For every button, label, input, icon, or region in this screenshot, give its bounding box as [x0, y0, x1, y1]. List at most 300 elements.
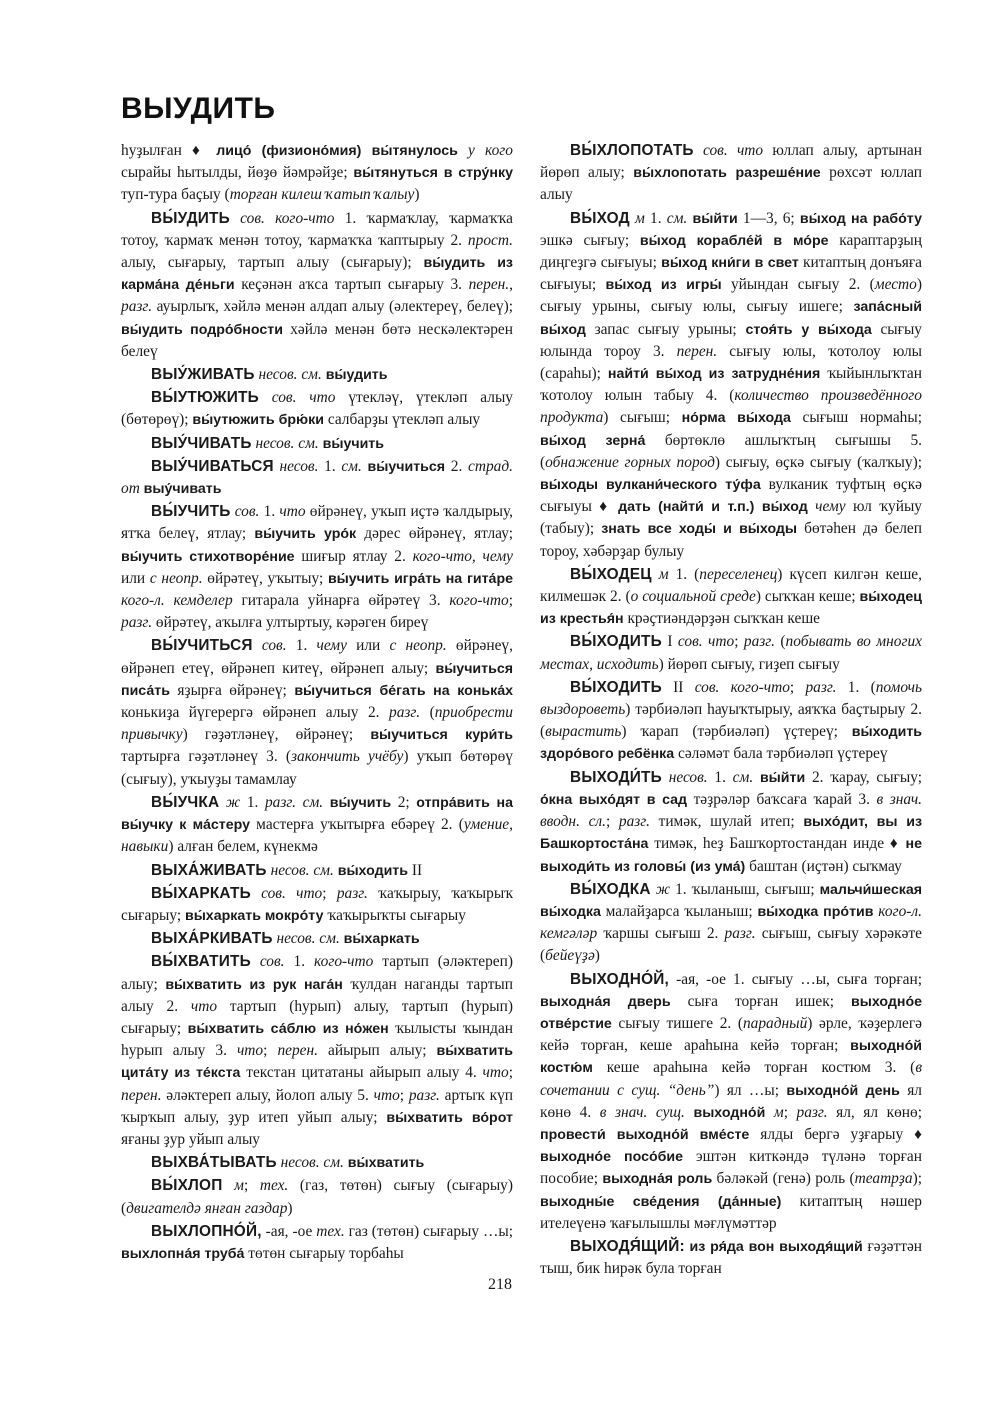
italic-label: разг.	[121, 614, 153, 632]
headword: ВЫ́УТЮЖИТЬ	[151, 389, 259, 407]
italic-label: кого-л. кемгәләр	[540, 902, 922, 943]
entry-text: сығыу тишеге 2. (	[611, 1014, 743, 1032]
italic-label: разг.	[618, 813, 650, 831]
italic-label: разг.	[408, 1086, 440, 1104]
headword: ВЫУ́ЧИВАТЬ	[151, 434, 252, 452]
italic-label: вырастить	[545, 723, 622, 741]
entry-text: 1. ҡармаҡлау, ҡармаҡҡа тотоу, ҡармаҡ менән тотоу, ҡармаҡҡа ҡаптырыу 2.	[121, 209, 514, 249]
italic-label: с неопр.	[389, 637, 447, 655]
entry-text: алыу, сығарыу, тартып алыу (сығарыу);	[121, 254, 424, 272]
bold-phrase: вы́йти	[692, 210, 738, 227]
dictionary-entry	[121, 140, 513, 207]
entry-text: 1.	[644, 209, 667, 227]
dictionary-entry	[121, 208, 513, 363]
italic-label: бейеүҙә	[545, 947, 595, 965]
entry-text: бөтәһен дә белеп тороу, хәбәрҙар булыу	[540, 520, 922, 560]
italic-label: что	[279, 503, 306, 521]
headword: ВЫХВА́ТЫВАТЬ	[151, 1154, 277, 1172]
bold-phrase: вы́удить	[325, 367, 388, 384]
entry-text: ;	[508, 1064, 513, 1082]
italic-label: чему	[815, 498, 846, 516]
entry-text: һуҙылған ♦	[121, 142, 217, 159]
italic-label: чему	[316, 637, 347, 655]
entry-text: эштән киткәндә түләнә торған пособие;	[540, 1148, 922, 1188]
entry-text: юл ҡуйыу (табыу);	[540, 498, 922, 538]
dictionary-entry	[121, 792, 513, 859]
bold-phrase: вы́ходец из крестья́н	[540, 589, 922, 628]
bold-phrase: вы́йти	[759, 769, 806, 786]
entry-text: тартырға гәҙәтләнеү 3. (	[121, 748, 292, 766]
bold-phrase: вы́ход из игры́	[605, 277, 722, 294]
entry-text: шиғыр ятлау 2.	[294, 547, 413, 565]
italic-label: несов. см.	[276, 930, 340, 948]
dictionary-entry	[121, 635, 513, 790]
bold-phrase: выходна́я дверь	[540, 993, 671, 1010]
entry-text: ҡылысты ҡындан һурып алыу 3.	[121, 1019, 514, 1060]
entry-text: 1.	[284, 953, 315, 971]
bold-phrase: вы́ход на рабо́ту	[799, 210, 922, 227]
bold-phrase: дать (найти́ и т.п.) вы́ход	[618, 499, 808, 516]
entry-text: ;	[243, 1177, 260, 1195]
entry-text: хәйлә менән бөтә нескәлектәрен белеү	[121, 320, 513, 360]
entry-text	[251, 885, 261, 902]
bold-phrase: отпра́вить на вы́учку к ма́стеру	[121, 794, 513, 834]
entry-text	[662, 769, 669, 786]
entry-text: I	[661, 633, 678, 651]
headword: ВЫУ́ЖИВАТЬ	[151, 366, 255, 384]
italic-label: м	[773, 1103, 784, 1121]
headword: ВЫХОДНО́Й,	[570, 970, 670, 988]
page-number: 218	[488, 1276, 512, 1293]
headword: ВЫ́ХАРКАТЬ	[151, 884, 251, 902]
entry-text: тәҙрәләр баҡсаға ҡарай 3.	[687, 790, 877, 808]
italic-label: перен.	[277, 1042, 318, 1060]
headword: ВЫХОДЯ́ЩИЙ:	[570, 1237, 685, 1255]
entry-text: ;	[734, 633, 744, 651]
bold-phrase: выходны́е све́дения (да́нные)	[540, 1193, 782, 1210]
italic-label: торған килеш ҡатып ҡалыу	[229, 186, 415, 204]
entry-text: китаптың нәшер ителеүенә ҡағылышлы мәғлүмәттәр	[540, 1192, 922, 1232]
bold-phrase: о́кна выхо́дят в сад	[540, 791, 688, 808]
bold-phrase: вы́ходить	[337, 862, 408, 879]
italic-label: сов.	[261, 637, 287, 655]
entry-text: -ая, -ое	[261, 1222, 317, 1240]
italic-label: м	[635, 209, 645, 227]
italic-label: разг.	[743, 633, 775, 651]
entry-text: сәләмәт бала тәрбиәләп үҫтереү	[674, 745, 888, 763]
headword: ВЫ́УЧИТЬ	[151, 503, 231, 521]
headword: ВЫ́ХОД	[570, 209, 630, 227]
italic-label: переселенец	[699, 565, 778, 583]
entry-text	[219, 794, 226, 811]
italic-label: разг.	[724, 925, 756, 943]
italic-label: парадный	[742, 1014, 808, 1032]
bold-phrase: выходно́й день	[786, 1082, 900, 1099]
headword: ВЫ́ХОДИТЬ	[570, 633, 662, 651]
entry-text: ) сыҡҡан кеше;	[755, 588, 860, 606]
entry-text: мастерға уҡытырға ебәреү 2. (	[249, 816, 464, 834]
headword: ВЫХЛОПНО́Й,	[151, 1222, 262, 1240]
italic-label: сов.	[234, 503, 260, 521]
entry-text: ) тәрбиәләп һауыҡтырыу, аяҡҡа баҫтырыу 2. (	[540, 701, 922, 741]
bold-phrase: найти́ вы́ход из затрудне́ния	[607, 366, 821, 383]
dictionary-entry	[121, 951, 513, 1151]
entry-text: сығыш, сығыу хәрәкәте (	[540, 925, 922, 965]
italic-label: разг.	[805, 678, 837, 696]
entry-text: II	[661, 678, 695, 696]
entry-text: II	[407, 861, 423, 879]
dictionary-entry	[121, 1152, 513, 1174]
entry-text: караптарҙың диңгеҙгә сығыуы;	[540, 231, 922, 272]
bold-phrase: вы́учиться писа́ть	[121, 660, 513, 699]
entry-text: ;	[399, 1086, 409, 1104]
italic-label: несов. см.	[258, 366, 322, 384]
italic-label: разг. см.	[264, 793, 324, 811]
dictionary-entry	[540, 631, 922, 675]
entry-text: или	[121, 569, 150, 587]
bold-phrase: стоя́ть у вы́хода	[745, 321, 872, 338]
bold-phrase: вы́ходы вулкани́ческого ту́фа	[540, 477, 761, 494]
entry-text: 1.	[240, 793, 265, 811]
headword: ВЫ́УДИТЬ	[151, 209, 230, 227]
dictionary-entry	[121, 883, 513, 927]
entry-text: баштан (иҫтән) сыҡмау	[745, 857, 902, 875]
bold-phrase: знать все ходы́ и вы́ходы	[601, 521, 798, 538]
italic-label: в знач. сущ.	[599, 1103, 685, 1121]
entry-text: кеҫәнән аҡса тартып сығарыу 3.	[234, 276, 469, 294]
headword: ВЫ́ХОДИТЬ	[570, 678, 662, 696]
bold-phrase: запа́сный вы́ход	[540, 299, 922, 338]
entry-text: ялды бергә уҙғарыу ♦	[749, 1125, 922, 1143]
entry-text: )	[594, 947, 600, 965]
bold-phrase: выходна́я роль	[602, 1171, 713, 1188]
bold-phrase: выходно́е отве́рстие	[540, 993, 923, 1032]
italic-label: обнажение горных пород	[545, 453, 715, 471]
entry-text: рөхсәт юллап алыу	[540, 164, 922, 204]
entry-text: тимәк, һеҙ Башҡортостандан инде ♦	[648, 835, 906, 853]
bold-phrase: выу́чивать	[143, 481, 222, 498]
entry-text: запас сығыу урыны;	[585, 320, 746, 338]
entry-text	[251, 953, 260, 970]
entry-text: бөртөклө ашлыҡтың сығышы 5. (	[540, 431, 923, 471]
entry-text: уйындан сығыу 2. (	[721, 276, 875, 294]
entry-text: туп-тура баҫыу (	[121, 186, 230, 204]
entry-text: ;	[605, 813, 619, 831]
dictionary-entry	[121, 364, 513, 386]
entry-text: ) уҡып бөтөрөү (сығыу), уҡыуҙы тамамлау	[121, 748, 514, 788]
headword: ВЫ́ХЛОПОТАТЬ	[570, 142, 694, 159]
bold-phrase: выходно́й костю́м	[540, 1038, 922, 1077]
italic-label: сов. что	[271, 389, 336, 407]
italic-label: количество произведённого продукта	[540, 387, 923, 427]
dictionary-entry	[540, 969, 922, 1235]
entry-text: айырып алыу;	[317, 1042, 437, 1060]
dictionary-entry	[540, 879, 922, 968]
entry-text: ,	[509, 276, 513, 294]
entry-text: )	[287, 1199, 293, 1217]
italic-label: в знач. вводн. сл.	[540, 790, 923, 831]
entry-text	[652, 566, 659, 583]
entry-text: ) ҡарап (тәрбиәләп) үҫтереү;	[621, 723, 852, 741]
entry-text: сырайы һытылды, йөҙө йәмрәйҙе;	[121, 164, 354, 182]
italic-label: ж	[225, 793, 241, 811]
dictionary-entry	[121, 1221, 513, 1265]
bold-phrase: выходно́е посо́бие	[540, 1149, 684, 1166]
entry-text: крәҫтиәндәрҙән сыҡҡан кеше	[623, 610, 821, 628]
entry-text: яғаны ҙур уйып алыу	[121, 1130, 261, 1148]
italic-label: несов.	[279, 457, 319, 475]
entry-text: вулканик туфтың өҫкә сығыуы ♦	[540, 476, 922, 516]
entry-text: 1.	[286, 637, 317, 655]
bold-phrase: провести́ выходно́й вме́сте	[540, 1126, 750, 1143]
entry-text: ҡаршы сығыш 2.	[597, 925, 725, 943]
entry-text: тартып (әләктереп) алыу;	[121, 953, 513, 993]
dictionary-entry	[121, 387, 513, 431]
italic-label: ж	[655, 880, 671, 898]
italic-label: умение, навыки	[121, 816, 513, 856]
italic-label: несов. см.	[280, 1154, 344, 1172]
entry-text: );	[912, 1170, 922, 1188]
italic-label: перен.	[121, 1086, 162, 1104]
bold-phrase: вы́учиться бе́гать на конька́х	[294, 682, 513, 699]
italic-label: разг.	[796, 1103, 828, 1121]
bold-phrase: вы́тянуться в стру́нку	[353, 165, 513, 182]
entry-text: ) йөрөп сығыу, гиҙеп сығыу	[658, 655, 840, 673]
entry-text	[259, 389, 272, 406]
italic-label: двигателдә янған газдар	[126, 1199, 288, 1217]
entry-text: 1—3, 6;	[737, 209, 800, 227]
headword: ВЫ́ХЛОП	[151, 1177, 223, 1195]
entry-text: 1.	[707, 768, 733, 786]
italic-label: несов. см.	[255, 434, 319, 452]
entry-text: 1. ҡыланыш, сығыш;	[670, 880, 820, 898]
entry-text: 1. (	[668, 565, 700, 583]
entry-text: сығыу юлы, ҡотолоу юлы (сараһы);	[540, 342, 922, 383]
italic-label: сов. что	[677, 633, 735, 651]
entry-text: (	[774, 633, 786, 651]
entry-text: яҙырға өйрәнеү;	[169, 681, 295, 699]
bold-phrase: из ря́да вон выходя́щий	[689, 1238, 863, 1255]
italic-label: место	[874, 276, 917, 294]
bold-phrase: вы́хлопотать разреше́ние	[633, 165, 821, 182]
headword: ВЫХА́ЖИВАТЬ	[151, 861, 267, 879]
entry-text: -ая, -ое 1. сығыу …ы, сыға торған;	[669, 970, 922, 988]
entry-text: (	[420, 704, 435, 722]
dictionary-entry	[540, 140, 922, 207]
entry-text: ;	[789, 678, 806, 696]
bold-phrase: вы́ход зерна́	[540, 432, 646, 449]
italic-label: сов. что	[261, 884, 323, 902]
bold-phrase: вы́хватить	[347, 1155, 425, 1172]
entry-text: 1.	[259, 503, 280, 521]
headword: ВЫ́УЧИТЬСЯ	[151, 637, 253, 655]
bold-phrase: вы́утюжить брю́ки	[192, 412, 324, 429]
headword: ВЫУ́ЧИВАТЬСЯ	[151, 457, 274, 475]
entry-text	[458, 142, 468, 159]
italic-label: сов. что	[703, 142, 764, 159]
entry-text: тимәк, шулай итеп;	[649, 813, 804, 831]
entry-text: 1.	[318, 457, 342, 475]
italic-label: о социальной среде	[630, 588, 756, 606]
italic-label: тех.	[316, 1222, 345, 1240]
italic-label: см.	[666, 209, 688, 227]
bold-phrase: вы́учить стихотворе́ние	[121, 548, 295, 565]
entry-text: ауырлыҡ, хәйлә менән алдап алыу (әлектереү, белеү);	[152, 298, 513, 316]
dictionary-entry	[540, 767, 922, 878]
dictionary-entry	[540, 677, 922, 766]
italic-label: разг.	[389, 704, 421, 722]
entry-text: эшкә сығыу;	[540, 231, 640, 249]
bold-phrase: вы́ход кни́ги в свет	[661, 255, 799, 272]
entry-text: ;	[322, 884, 337, 902]
bold-phrase: мальчи́шеская вы́ходка	[540, 881, 922, 920]
dictionary-entry	[121, 860, 513, 882]
entry-text: 2. ҡарау, сығыу;	[805, 768, 922, 786]
entry-text: сыға торған ишек;	[670, 992, 852, 1010]
entry-text: ) сығыш;	[603, 409, 682, 427]
italic-label: см.	[732, 768, 754, 786]
entry-text: ҡаҡырыҡты сығарыу	[323, 906, 466, 924]
dictionary-entry	[121, 928, 513, 950]
entry-text: кеше араһына кейә торған костюм 3. (	[592, 1059, 916, 1077]
entry-text: ял көнө 4.	[540, 1081, 922, 1121]
entry-text: ) алған белем, күнекмә	[168, 838, 318, 856]
entry-text: (газ, төтөн) сығыу (сығарыу) (	[121, 1177, 514, 1217]
bold-phrase: не выходи́ть из головы́ (из ума́)	[540, 836, 922, 875]
dictionary-entry	[121, 501, 513, 634]
entry-text: өйрәнеү, өйрәнеп етеү, өйрәнеп китеү, өйрәнеп алыу;	[121, 637, 513, 677]
italic-label: в сочетании с сущ. “день”	[540, 1059, 922, 1099]
italic-label: закончить учёбу	[291, 748, 404, 766]
entry-text: өйрәнеү, уҡып иҫтә ҡалдырыу, ятҡа белеү, ятлау;	[121, 503, 513, 543]
italic-label: перен.	[676, 342, 718, 360]
entry-text: әләктереп алыу, йолоп алыу 5.	[161, 1086, 374, 1104]
entry-text: текстан цитатаны айырып алыу 4.	[240, 1064, 483, 1082]
entry-text: үтекләү, үтекләп алыу (бөтөрөү);	[121, 389, 513, 429]
running-head: ВЫУДИТЬ	[121, 92, 276, 125]
entry-text: малайҙарса ҡыланыш;	[600, 902, 758, 920]
dictionary-entry	[121, 1175, 513, 1219]
bold-phrase: но́рма вы́хода	[681, 410, 791, 427]
italic-label: страд. от	[121, 457, 513, 498]
entry-text: сығыу юлында тороу 3.	[540, 320, 922, 360]
italic-label: что	[236, 1042, 264, 1060]
entry-text: ) күсеп килгән кеше, килмешәк 2. (	[540, 565, 922, 606]
entry-text: гитарала уйнарға өйрәтеү 3.	[232, 592, 450, 610]
italic-label: несов. см.	[270, 861, 334, 879]
italic-label: кого-что	[314, 953, 374, 971]
entry-text: китаптың донъяға сығыуы;	[540, 254, 922, 294]
bold-phrase: вы́хватить цита́ту из те́кста	[121, 1043, 513, 1082]
entry-text: артыҡ күп ҡырҡып алыу, ҙур итеп уйып алыу;	[121, 1086, 514, 1126]
italic-label: разг.	[121, 298, 153, 316]
entry-text: ) ял …ы;	[714, 1081, 787, 1099]
entry-text: ) гәҙәтләнеү, өйрәнеү;	[182, 726, 371, 744]
italic-label: побывать во многих местах, исходить	[540, 633, 922, 673]
bold-phrase: вы́удить подро́бности	[121, 321, 283, 338]
dictionary-entry	[121, 433, 513, 455]
entry-text: төтөн сығарыу торбаһы	[244, 1244, 404, 1262]
bold-phrase: лицо́ (физионо́мия) вы́тянулось	[216, 143, 458, 159]
bold-phrase: вы́учить игра́ть на гита́ре	[327, 570, 514, 587]
bold-phrase: вы́харкать	[343, 931, 420, 948]
entry-text	[323, 794, 330, 811]
entry-text	[694, 142, 703, 159]
entry-text: ) сығыу, өҫкә сығыу (ҡалҡыу);	[714, 453, 922, 471]
italic-label: сов.	[259, 953, 285, 971]
bold-phrase: вы́учиться кури́ть	[370, 727, 513, 744]
entry-text: өйрәтеү, аҡылға ултыртыу, кәрәген биреү	[152, 614, 429, 632]
entry-text	[222, 1177, 234, 1194]
entry-text: 2;	[391, 793, 417, 811]
italic-label: кого-л. кемделер	[121, 592, 233, 610]
bold-phrase: вы́хватить из рук нага́н	[165, 976, 343, 993]
bold-phrase: вы́учиться	[367, 458, 446, 475]
bold-phrase: вы́хватить са́блю из но́жен	[187, 1020, 389, 1037]
entry-text: 1. (	[836, 678, 876, 696]
italic-label: кого-что, чему	[412, 547, 513, 565]
entry-text: ҡулдан наганды тартып алыу 2.	[121, 975, 514, 1015]
entry-text: салбарҙы үтекләп алыу	[323, 411, 481, 429]
dictionary-entry	[540, 564, 922, 631]
entry-text: ғәҙәттән тыш, бик һирәк була торған	[540, 1237, 923, 1278]
entry-text: газ (төтөн) сығарыу …ы;	[344, 1222, 514, 1240]
bold-phrase: вы́учить	[329, 794, 392, 811]
entry-text: юллап алыу, артынан йөрөп алыу;	[540, 142, 922, 182]
italic-label: тех.	[259, 1177, 289, 1195]
entry-text: ) сығыу урыны, сығыу юлы, сығыу ишеге;	[540, 276, 922, 316]
entry-text: или	[346, 637, 390, 655]
entry-text	[753, 769, 760, 786]
bold-phrase: вы́хватить во́рот	[386, 1109, 513, 1126]
italic-label: что	[190, 997, 218, 1015]
italic-label: прост.	[467, 231, 513, 249]
headword: ВЫ́ХОДКА	[570, 880, 651, 898]
dictionary-entry	[540, 1236, 922, 1280]
italic-label: театрҙа	[854, 1170, 913, 1188]
italic-label: сов. кого-что	[240, 209, 335, 227]
bold-phrase: вы́ходка про́тив	[757, 903, 874, 920]
italic-label: несов.	[668, 768, 708, 786]
italic-label: приобрести привычку	[121, 704, 513, 744]
entry-text: ҡыйынлыҡтан ҡотолоу юлын табыу 4. (	[540, 365, 922, 405]
entry-text: өйрәтеү, уҡытыу;	[202, 569, 328, 587]
headword: ВЫ́ХОДЕЦ	[570, 565, 652, 583]
entry-text: дәрес өйрәнеү, ятлау;	[356, 525, 513, 543]
entry-text: ял, ял көнө;	[827, 1103, 922, 1121]
headword: ВЫ́ХВАТИТЬ	[151, 953, 251, 971]
headword: ВЫХОДИ́ТЬ	[570, 768, 662, 786]
dictionary-entry	[121, 456, 513, 500]
bold-phrase: выхлопна́я труба́	[121, 1245, 245, 1262]
headword: ВЫ́УЧКА	[151, 793, 220, 811]
entry-text: )	[414, 186, 420, 204]
bold-phrase: выходно́й	[693, 1104, 766, 1121]
right-column	[540, 140, 922, 1281]
bold-phrase: вы́учить уро́к	[254, 526, 357, 543]
italic-label: м	[658, 565, 669, 583]
entry-text: сығыш нормаһы;	[790, 409, 922, 427]
italic-label: см.	[341, 457, 362, 475]
italic-label: помочь выздороветь	[540, 678, 922, 719]
bold-phrase: вы́ход корабле́й в мо́ре	[639, 232, 829, 249]
bold-phrase: вы́учить	[322, 435, 384, 452]
italic-label: разг.	[336, 884, 368, 902]
bold-phrase: выхо́дит, вы из Башкортоста́на	[540, 814, 923, 853]
entry-text: конькиҙа йүгерергә өйрәнеп алыу 2.	[121, 704, 390, 722]
dictionary-entry	[540, 208, 922, 563]
entry-text: ) әрле, ҡәҙерлегә кейә торған, кеше араһына кейә торған;	[540, 1014, 923, 1055]
